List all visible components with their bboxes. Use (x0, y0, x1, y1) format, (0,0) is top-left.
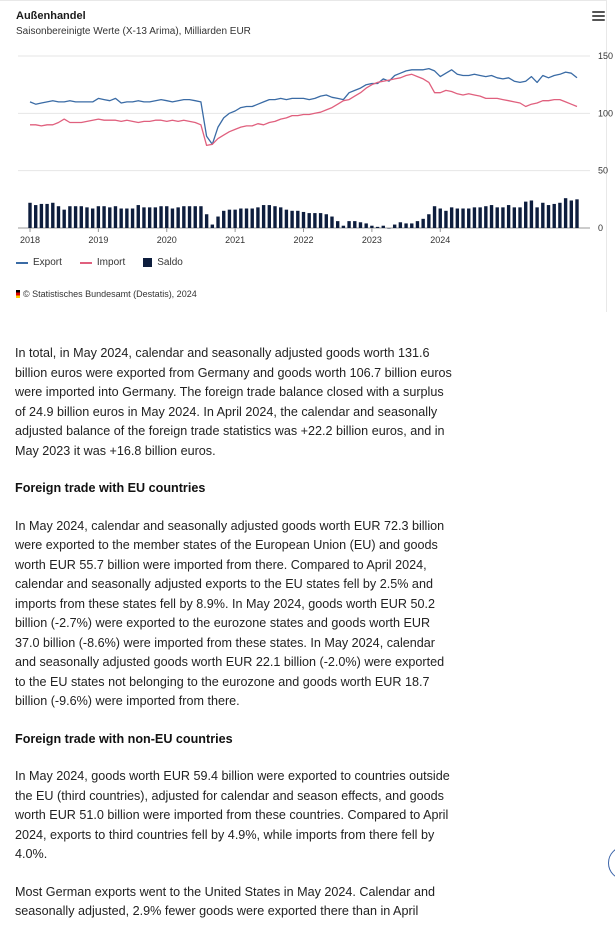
saldo-bar (137, 205, 140, 228)
saldo-bar (570, 200, 573, 228)
export-line-swatch (16, 262, 28, 264)
section-heading-eu: Foreign trade with EU countries (15, 481, 206, 495)
saldo-bar (74, 206, 77, 228)
saldo-bar (575, 199, 578, 228)
saldo-bar (279, 207, 282, 228)
saldo-bar (182, 206, 185, 228)
saldo-bar (404, 223, 407, 228)
saldo-bar (119, 209, 122, 228)
import-line-swatch (80, 262, 92, 264)
legend-label-saldo: Saldo (157, 257, 183, 268)
saldo-bar (530, 200, 533, 228)
saldo-bar (171, 209, 174, 228)
saldo-bar (535, 207, 538, 228)
saldo-bar (501, 207, 504, 228)
saldo-bar (205, 214, 208, 228)
saldo-bar (518, 207, 521, 228)
saldo-bar (97, 206, 100, 228)
saldo-bar (325, 214, 328, 228)
saldo-bar (114, 206, 117, 228)
hamburger-menu-icon[interactable] (592, 11, 605, 23)
saldo-bar (233, 210, 236, 228)
x-tick-label: 2019 (88, 235, 109, 245)
saldo-bar (28, 203, 31, 228)
saldo-bar (51, 203, 54, 228)
saldo-bar (285, 210, 288, 228)
legend-item-export[interactable] (16, 257, 62, 268)
saldo-bar (216, 217, 219, 228)
saldo-bar (370, 226, 373, 228)
saldo-bar (148, 207, 151, 228)
saldo-bar (102, 206, 105, 228)
saldo-bar (85, 207, 88, 228)
saldo-bar (80, 206, 83, 228)
saldo-bar (131, 209, 134, 228)
y-tick-label: 150 (598, 51, 614, 61)
saldo-bar (319, 213, 322, 228)
article-paragraph: Most German exports went to the United States in May 2024. Calendar and seasonally adjusted, 2.9% fewer goods were exported there than in April (15, 884, 436, 918)
article-paragraph: In total, in May 2024, calendar and seasonally adjusted goods worth 131.6 billion euros were exported from Germany and goods worth 106.7 billion euros were imported into Germany. The foreign trade balance closed with a surplus of 24.9 billion euros in May 2024. In April 2024, the calendar and seasonally adjusted balance of the foreign trade statistics was +22.2 billion euros, and in May 2023 it was +16.8 billion euros. (15, 346, 452, 458)
saldo-bar (387, 228, 390, 229)
x-tick-label: 2024 (430, 235, 451, 245)
saldo-bar (68, 206, 71, 228)
chart-legend (16, 257, 183, 268)
saldo-bar (353, 221, 356, 228)
saldo-bar (547, 205, 550, 228)
saldo-bar (290, 211, 293, 228)
saldo-bar (222, 211, 225, 228)
saldo-bar (410, 223, 413, 228)
saldo-bar (524, 202, 527, 228)
saldo-bar (393, 225, 396, 228)
saldo-bar (416, 221, 419, 228)
saldo-bar (330, 217, 333, 228)
section-heading-non-eu: Foreign trade with non-EU countries (15, 731, 233, 746)
saldo-bar (62, 210, 65, 228)
x-tick-label: 2023 (361, 235, 382, 245)
saldo-bar (558, 203, 561, 228)
saldo-bar (211, 225, 214, 228)
saldo-bar (245, 209, 248, 228)
saldo-bar (336, 221, 339, 228)
saldo-bar (165, 206, 168, 228)
legend-item-saldo[interactable] (143, 257, 183, 268)
saldo-bar (553, 204, 556, 228)
legend-label-import: Import (96, 257, 126, 268)
saldo-bar (268, 205, 271, 228)
saldo-bar (194, 206, 197, 228)
saldo-bar (484, 206, 487, 228)
saldo-bar (342, 226, 345, 228)
saldo-bar (57, 206, 60, 228)
saldo-bar (439, 209, 442, 228)
saldo-bar (421, 219, 424, 228)
article-paragraph: In May 2024, calendar and seasonally adjusted goods worth EUR 72.3 billion were exported to the member states of the European Union (EU) and goods worth EUR 55.7 billion were imported from there. Compared to April 2024, calendar and seasonally adjusted exports to the EU states fell by 2.5% and imports from these states fell by 8.9%. In May 2024, goods worth EUR 50.2 billion (-2.7%) were exported to the eurozone states and goods worth EUR 37.0 billion (-8.6%) were imported from these states. In May 2024, calendar and seasonally adjusted goods worth EUR 22.1 billion (-2.0%) were exported to the EU states not belonging to the eurozone and goods worth EUR 18.7 billion (-9.6%) were imported from there. (15, 518, 445, 708)
saldo-bar (302, 212, 305, 228)
saldo-bar (473, 207, 476, 228)
saldo-bar (125, 209, 128, 228)
chart-subtitle: Saisonbereinigte Werte (X-13 Arima), Milliarden EUR (16, 26, 251, 37)
saldo-bar (444, 211, 447, 228)
saldo-bar (382, 226, 385, 228)
saldo-bar (376, 227, 379, 228)
chart-title: Außenhandel (16, 10, 86, 22)
saldo-bar (456, 209, 459, 228)
x-tick-label: 2022 (293, 235, 314, 245)
import-line (30, 74, 577, 145)
chart-plot-area (0, 40, 615, 245)
saldo-bar (40, 204, 43, 228)
saldo-bar (450, 207, 453, 228)
scroll-to-top-button[interactable] (608, 846, 615, 880)
saldo-bar (256, 207, 259, 228)
saldo-bar (45, 204, 48, 228)
saldo-bar (296, 211, 299, 228)
saldo-bar (313, 213, 316, 228)
saldo-bar (564, 198, 567, 228)
y-tick-label: 100 (598, 108, 614, 119)
export-line (30, 69, 577, 145)
saldo-bar-swatch (143, 258, 152, 267)
saldo-bar (513, 207, 516, 228)
saldo-bar (433, 206, 436, 228)
saldo-bar (541, 203, 544, 228)
saldo-bar (461, 209, 464, 228)
x-tick-label: 2018 (19, 235, 41, 245)
saldo-bar (359, 222, 362, 228)
saldo-bar (142, 207, 145, 228)
saldo-bar (188, 206, 191, 228)
saldo-bar (159, 206, 162, 228)
saldo-bar (251, 209, 254, 228)
destatis-logo-icon (16, 290, 20, 298)
credit-text: © Statistisches Bundesamt (Destatis), 2024 (23, 289, 197, 299)
article-body (15, 344, 455, 940)
y-tick-label: 0 (598, 223, 604, 233)
saldo-bar (34, 205, 37, 228)
saldo-bar (347, 221, 350, 228)
saldo-bar (399, 222, 402, 228)
y-tick-label: 50 (598, 165, 609, 176)
article-paragraph: In May 2024, goods worth EUR 59.4 billion were exported to countries outside the EU (third countries), adjusted for calendar and season effects, and goods worth EUR 51.0 billion were imported from these countries. Compared to April 2024, exports to third countries fell by 4.9%, while imports from there fell by 4.0%. (15, 769, 450, 861)
x-tick-label: 2021 (225, 235, 246, 245)
source-credit (16, 289, 197, 299)
saldo-bar (467, 209, 470, 228)
saldo-bar (154, 207, 157, 228)
saldo-bar (364, 223, 367, 228)
saldo-bar (199, 206, 202, 228)
x-tick-label: 2020 (156, 235, 177, 245)
saldo-bar (228, 210, 231, 228)
saldo-bar (478, 207, 481, 228)
saldo-bar (108, 207, 111, 228)
saldo-bar (496, 207, 499, 228)
top-divider (0, 0, 607, 1)
saldo-bar (273, 206, 276, 228)
legend-label-export: Export (33, 257, 62, 268)
saldo-bar (427, 214, 430, 228)
legend-item-import[interactable] (80, 257, 125, 268)
saldo-bar (262, 205, 265, 228)
saldo-bar (507, 205, 510, 228)
saldo-bar (176, 207, 179, 228)
saldo-bar (490, 205, 493, 228)
saldo-bar (308, 213, 311, 228)
saldo-bar (91, 209, 94, 228)
saldo-bar (239, 209, 242, 228)
